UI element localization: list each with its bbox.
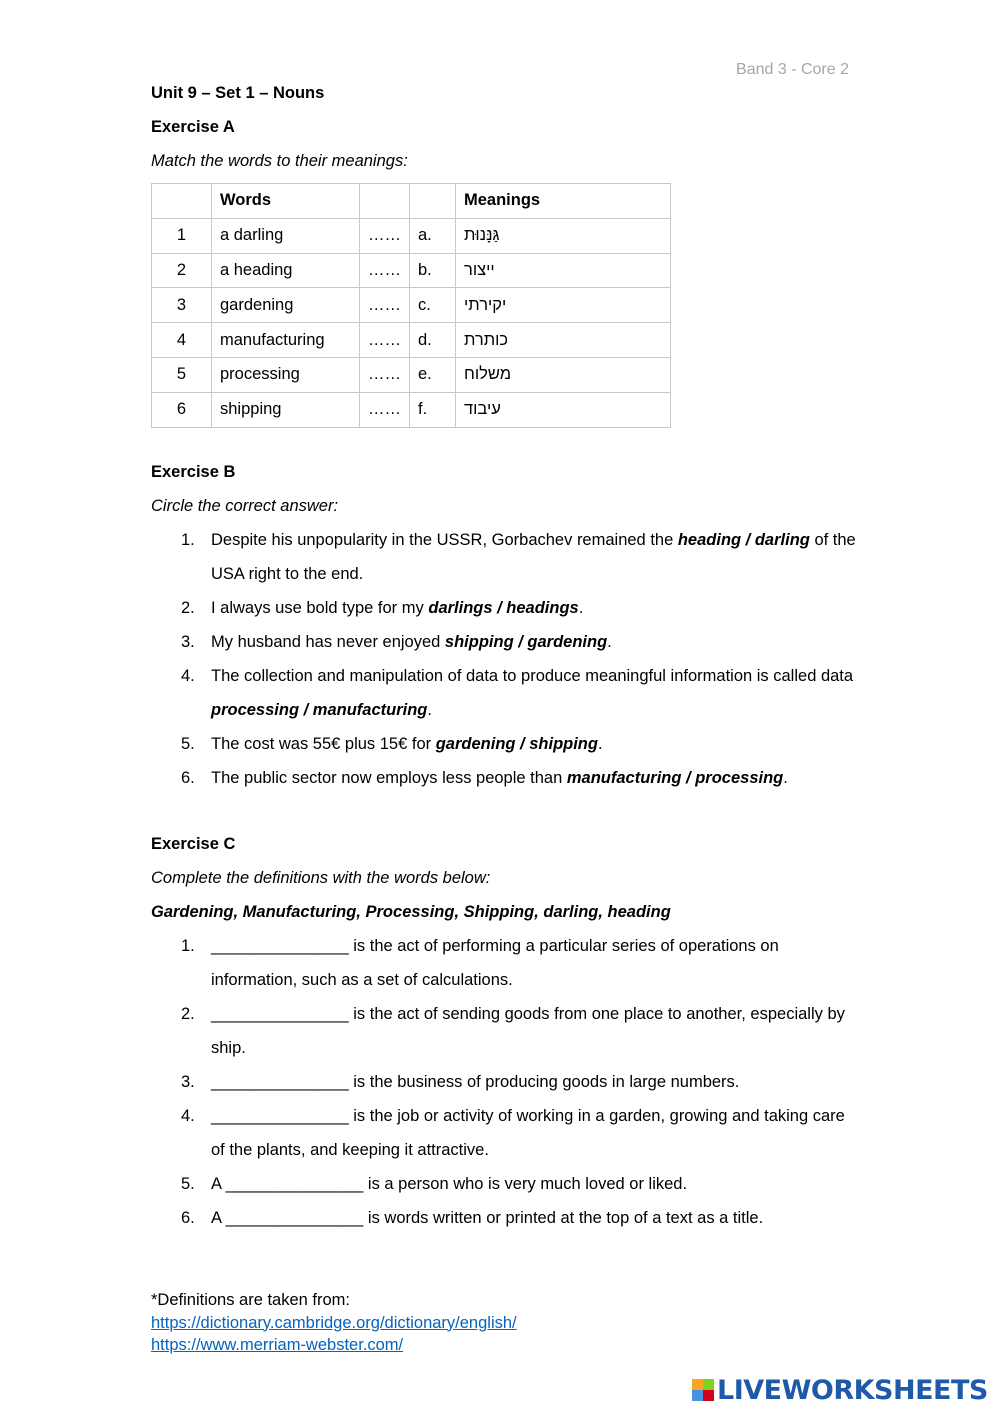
row-word: shipping bbox=[212, 392, 360, 427]
definition-text[interactable]: _______________ is the business of producing goods in large numbers. bbox=[211, 1073, 740, 1091]
exercise-b-heading: Exercise B bbox=[151, 463, 236, 481]
meaning-text: כותרת bbox=[464, 330, 509, 349]
item-text bbox=[211, 625, 861, 659]
row-meaning bbox=[456, 323, 671, 358]
item-text-pre: The collection and manipulation of data to produce meaningful information is called data bbox=[211, 667, 854, 685]
row-word: gardening bbox=[212, 288, 360, 323]
row-letter: a. bbox=[410, 218, 456, 253]
exercise-c-item bbox=[181, 929, 861, 997]
row-meaning bbox=[456, 253, 671, 288]
row-word: processing bbox=[212, 357, 360, 392]
answer-choice[interactable]: darlings / headings bbox=[428, 599, 579, 617]
row-number: 3 bbox=[152, 288, 212, 323]
answer-choice[interactable]: processing / manufacturing bbox=[211, 701, 428, 719]
item-number: 1. bbox=[181, 531, 195, 549]
exercise-c-instruction: Complete the definitions with the words below: bbox=[151, 869, 491, 887]
meaning-text: יקירתי bbox=[464, 295, 507, 314]
answer-blank[interactable]: …… bbox=[360, 288, 410, 323]
item-text-post: of the USA right to the end. bbox=[211, 531, 856, 583]
exercise-b-item bbox=[181, 625, 861, 659]
row-letter: b. bbox=[410, 253, 456, 288]
row-number: 2 bbox=[152, 253, 212, 288]
row-word: manufacturing bbox=[212, 323, 360, 358]
row-word: a heading bbox=[212, 253, 360, 288]
item-number: 6. bbox=[181, 769, 195, 787]
table-header-row bbox=[152, 184, 671, 219]
meaning-text: גַּנָּנוּת bbox=[464, 226, 500, 245]
logo-square bbox=[692, 1390, 703, 1401]
row-word: a darling bbox=[212, 218, 360, 253]
exercise-c-item bbox=[181, 997, 861, 1065]
exercise-c-item bbox=[181, 1167, 861, 1201]
matching-table bbox=[151, 183, 671, 428]
item-number: 3. bbox=[181, 633, 195, 651]
page-title: Unit 9 – Set 1 – Nouns bbox=[151, 84, 325, 102]
row-number: 6 bbox=[152, 392, 212, 427]
definition-text[interactable]: _______________ is the act of performing a particular series of operations on information, such as a set of calculations. bbox=[211, 937, 779, 989]
definition-text[interactable]: A _______________ is words written or printed at the top of a text as a title. bbox=[211, 1209, 764, 1227]
meaning-text: משלוח bbox=[464, 365, 512, 384]
item-text-pre: I always use bold type for my bbox=[211, 599, 429, 617]
logo-square bbox=[692, 1379, 703, 1390]
answer-blank[interactable]: …… bbox=[360, 218, 410, 253]
row-meaning bbox=[456, 288, 671, 323]
answer-blank[interactable]: …… bbox=[360, 323, 410, 358]
row-meaning bbox=[456, 392, 671, 427]
definition-text[interactable]: A _______________ is a person who is very much loved or liked. bbox=[211, 1175, 688, 1193]
item-number: 6. bbox=[181, 1209, 195, 1227]
row-letter: e. bbox=[410, 357, 456, 392]
exercise-c-item bbox=[181, 1065, 861, 1099]
item-text-post: . bbox=[783, 769, 788, 787]
row-number: 5 bbox=[152, 357, 212, 392]
exercise-b-item bbox=[181, 761, 861, 795]
item-number: 2. bbox=[181, 1005, 195, 1023]
exercise-c-item bbox=[181, 1099, 861, 1167]
row-letter: f. bbox=[410, 392, 456, 427]
col-words-header: Words bbox=[212, 184, 360, 219]
item-text-pre: The public sector now employs less people than bbox=[211, 769, 567, 787]
exercise-a-instruction: Match the words to their meanings: bbox=[151, 152, 408, 170]
item-text-pre: Despite his unpopularity in the USSR, Gorbachev remained the bbox=[211, 531, 678, 549]
answer-choice[interactable]: gardening / shipping bbox=[435, 735, 598, 753]
cambridge-link[interactable]: https://dictionary.cambridge.org/dictionary/english/ bbox=[151, 1313, 517, 1332]
table-row bbox=[152, 357, 671, 392]
item-number: 4. bbox=[181, 1107, 195, 1125]
exercise-c-item bbox=[181, 1201, 861, 1235]
table-row bbox=[152, 288, 671, 323]
table-row bbox=[152, 218, 671, 253]
definition-text[interactable]: _______________ is the job or activity of working in a garden, growing and taking care of the plants, and keeping it attractive. bbox=[211, 1107, 845, 1159]
answer-blank[interactable]: …… bbox=[360, 357, 410, 392]
definition-text[interactable]: _______________ is the act of sending goods from one place to another, especially by ship. bbox=[211, 1005, 845, 1057]
col-letter-header bbox=[410, 184, 456, 219]
sources-footer bbox=[151, 1289, 517, 1357]
table-row bbox=[152, 253, 671, 288]
liveworksheets-logo bbox=[692, 1375, 988, 1405]
header-band-label: Band 3 - Core 2 bbox=[736, 61, 849, 78]
exercise-b-item bbox=[181, 727, 861, 761]
answer-choice[interactable]: shipping / gardening bbox=[444, 633, 608, 651]
logo-mark-icon bbox=[692, 1379, 714, 1401]
row-number: 1 bbox=[152, 218, 212, 253]
row-meaning bbox=[456, 357, 671, 392]
row-letter: d. bbox=[410, 323, 456, 358]
sources-note: *Definitions are taken from: bbox=[151, 1291, 351, 1309]
item-text-post: . bbox=[607, 633, 612, 651]
item-text-pre: My husband has never enjoyed bbox=[211, 633, 445, 651]
exercise-b-item bbox=[181, 659, 861, 727]
item-text-pre: The cost was 55€ plus 15€ for bbox=[211, 735, 436, 753]
item-number: 4. bbox=[181, 667, 195, 685]
item-text bbox=[211, 523, 861, 591]
item-number: 5. bbox=[181, 1175, 195, 1193]
answer-choice[interactable]: manufacturing / processing bbox=[566, 769, 784, 787]
logo-square bbox=[703, 1390, 714, 1401]
table-row bbox=[152, 392, 671, 427]
exercise-b-instruction: Circle the correct answer: bbox=[151, 497, 339, 515]
item-text bbox=[211, 659, 861, 727]
answer-choice[interactable]: heading / darling bbox=[677, 531, 810, 549]
exercise-b-item bbox=[181, 591, 861, 625]
logo-text: LIVEWORKSHEETS bbox=[717, 1374, 988, 1406]
meaning-text: עיבוד bbox=[464, 400, 501, 419]
answer-blank[interactable]: …… bbox=[360, 253, 410, 288]
row-meaning bbox=[456, 218, 671, 253]
exercise-c-heading: Exercise C bbox=[151, 835, 236, 853]
row-letter: c. bbox=[410, 288, 456, 323]
item-number: 2. bbox=[181, 599, 195, 617]
col-blank-header bbox=[360, 184, 410, 219]
item-text-post: . bbox=[578, 599, 584, 617]
item-text-post: . bbox=[427, 701, 432, 719]
col-num-header bbox=[152, 184, 212, 219]
word-bank: Gardening, Manufacturing, Processing, Shipping, darling, heading bbox=[151, 903, 671, 921]
answer-blank[interactable]: …… bbox=[360, 392, 410, 427]
item-number: 5. bbox=[181, 735, 195, 753]
item-number: 1. bbox=[181, 937, 195, 955]
exercise-b-item bbox=[181, 523, 861, 591]
col-meanings-header: Meanings bbox=[456, 184, 671, 219]
item-text bbox=[211, 761, 861, 795]
meaning-text: ייצור bbox=[464, 260, 495, 279]
merriam-webster-link[interactable]: https://www.merriam-webster.com/ bbox=[151, 1336, 404, 1354]
table-row bbox=[152, 323, 671, 358]
item-text bbox=[211, 591, 861, 625]
logo-square bbox=[703, 1379, 714, 1390]
item-text-post: . bbox=[597, 735, 603, 753]
row-number: 4 bbox=[152, 323, 212, 358]
exercise-a-heading: Exercise A bbox=[151, 118, 235, 136]
item-text bbox=[211, 727, 861, 761]
item-number: 3. bbox=[181, 1073, 195, 1091]
